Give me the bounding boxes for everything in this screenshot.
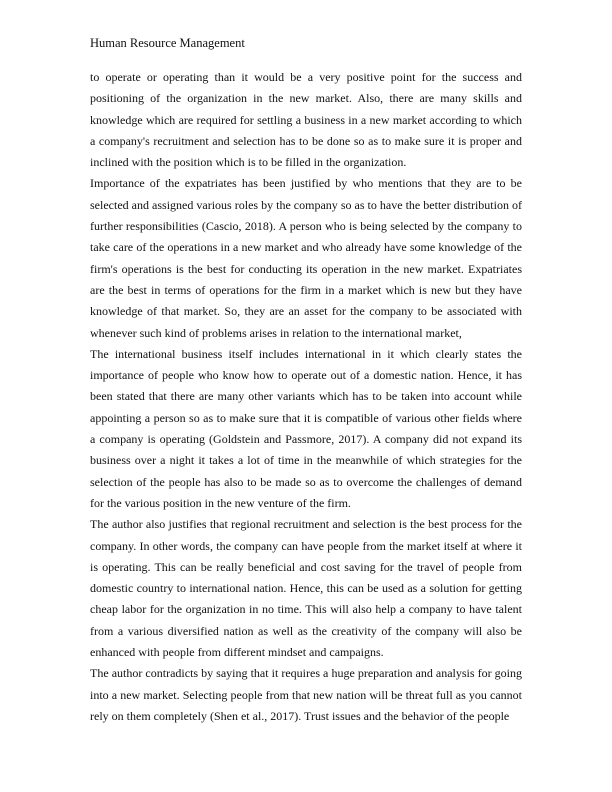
paragraph-3: The international business itself includes international in it which clearly states the importance of people who know how to operate out of a domestic nation. Hence, it has been stated that there are many other variants which has to be taken into account while appointing a person so as to make sure that it is compatible of various other fields where a company is operating (Goldstein and Passmore, 2017). A company did not expand its business over a night it takes a lot of time in the meanwhile of which strategies for the selection of the people has also to be made so as to overcome the challenges of demand for the various position in the new venture of the firm. — [90, 346, 522, 510]
document-body — [90, 67, 522, 727]
paragraph-1: to operate or operating than it would be a very positive point for the success and positioning of the organization in the new market. Also, there are many skills and knowledge which are required for settling a business in a new market according to which a company's recruitment and selection has to be done so as to make sure it is proper and inclined with the position which is to be filled in the organization. — [90, 70, 522, 170]
paragraph-2: Importance of the expatriates has been justified by who mentions that they are to be selected and assigned various roles by the company so as to have the better distribution of further responsibilities (Cascio, 2018). A person who is being selected by the company to take care of the operations in a new market and who already have some knowledge of the firm's operations is the best for conducting its operation in the new market. Expatriates are the best in terms of operations for the firm in a market which is new but they have knowledge of that market. So, they are an asset for the company to be associated with whenever such kind of problems arises in relation to the international market, — [90, 176, 522, 340]
paragraph-4: The author also justifies that regional recruitment and selection is the best process for the company. In other words, the company can have people from the market itself at where it is operating. This can be really beneficial and cost saving for the travel of people from domestic country to international nation. Hence, this can be used as a solution for getting cheap labor for the organization in no time. This will also help a company to have talent from a various diversified nation as well as the creativity of the company will also be enhanced with people from different mindset and campaigns. — [90, 517, 522, 660]
running-header: Human Resource Management — [90, 36, 245, 50]
paragraph-5: The author contradicts by saying that it requires a huge preparation and analysis for going into a new market. Selecting people from that new nation will be threat full as you cannot rely on them completely (Shen et al., 2017). Trust issues and the behavior of the people — [90, 666, 522, 723]
